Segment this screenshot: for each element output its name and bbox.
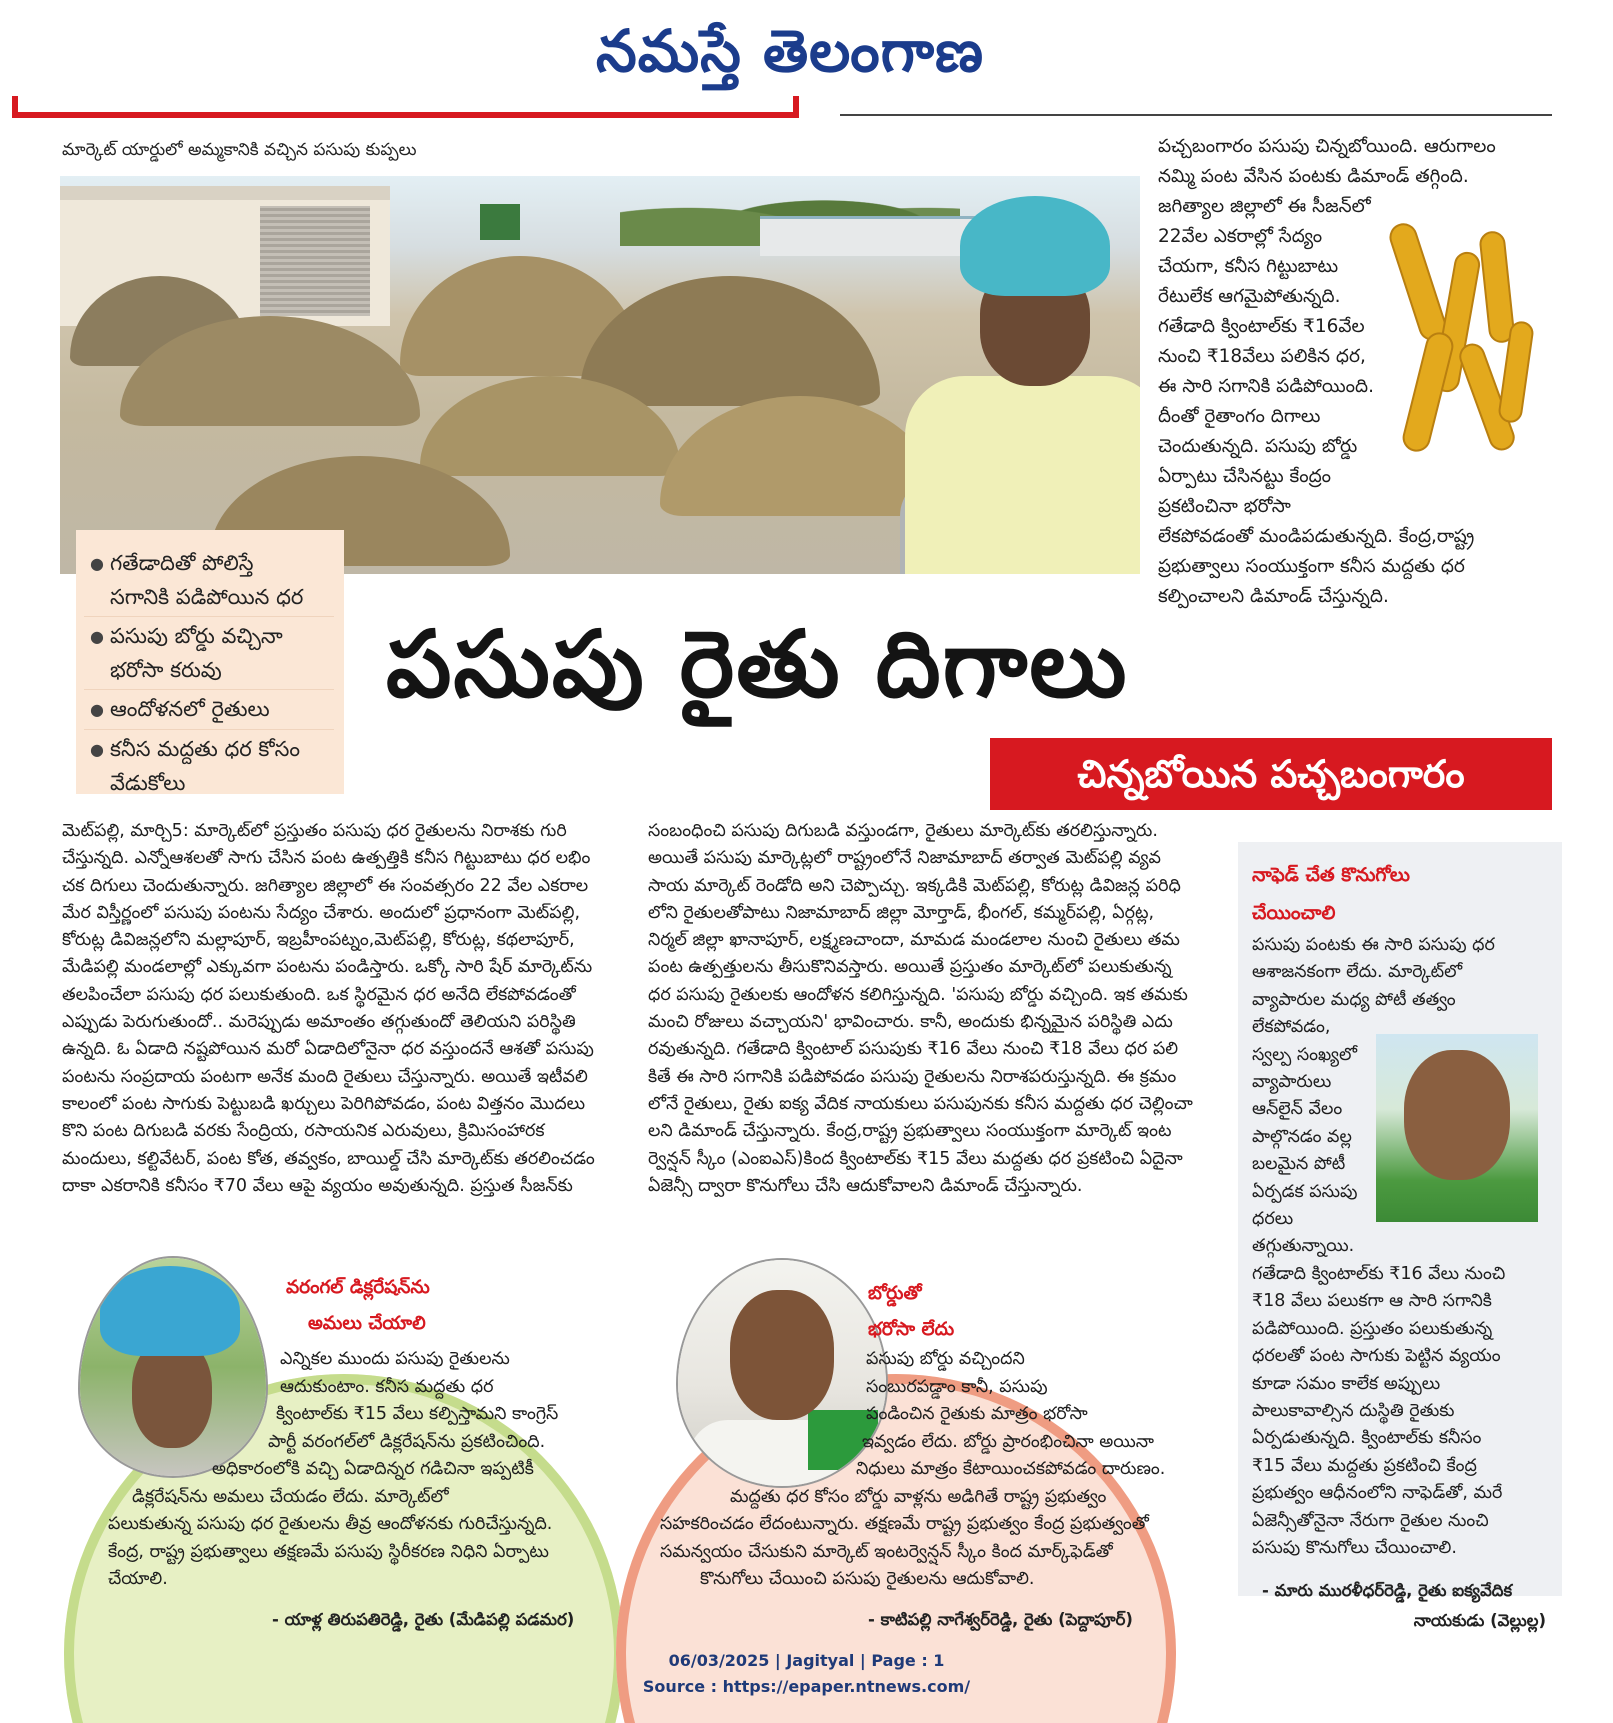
market-sign-board bbox=[480, 204, 520, 240]
article-line: పంట ఉత్పత్తులను తీసుకొనివస్తారు. అయితే ప్రస్తుతం మార్కెట్‌లో పలుకుతున్న bbox=[648, 957, 1172, 978]
quote2-line: నిధులు మాత్రం కేటాయించకపోవడం దారుణం. bbox=[856, 1459, 1166, 1479]
article-line: ఉన్నది. ఓ ఏడాది నష్టపోయిన మరో ఏడాదిలోనైనా ధర వస్తుందనే ఆశతో పసుపు bbox=[62, 1039, 594, 1060]
intro-line: లేకపోవడంతో మండిపడుతున్నది. కేంద్ర,రాష్ట్ర bbox=[1158, 526, 1475, 547]
quote1-signature: - యాళ్ల తిరుపతిరెడ్డి, రైతు (మేడిపల్లి పడమర) bbox=[272, 1610, 575, 1629]
sidebar-line: ఏర్పడక పసుపు bbox=[1252, 1181, 1358, 1202]
sidebar-line: గతేడాది క్వింటాల్‌కు ₹16 వేలు నుంచి bbox=[1252, 1263, 1506, 1284]
quote1-line: చేయాలి. bbox=[108, 1569, 168, 1589]
quote2-line: సహకరించడం లేదంటున్నారు. తక్షణమే రాష్ట్ర ప్రభుత్వం కేంద్ర ప్రభుత్వంతో bbox=[660, 1514, 1149, 1534]
article-line: ఏజెన్సీ ద్వారా కొనుగోలు చేసి ఆదుకోవాలని డిమాండ్ చేస్తున్నారు. bbox=[648, 1175, 1083, 1196]
sidebar-title-line: నాఫెడ్ చేత కొనుగోలు bbox=[1252, 864, 1410, 886]
article-line: కోరుట్ల డివిజన్లలోని మల్లాపూర్, ఇబ్రహీంపట్నం,మెట్‌పల్లి, కోరుట్ల, కథలాపూర్, bbox=[62, 930, 575, 951]
article-line: చేస్తున్నది. ఎన్నోఆశలతో సాగు చేసిన పంట ఉత్పత్తికి కనీస గిట్టుబాటు ధర లభిం bbox=[62, 848, 591, 869]
farmer-shirt bbox=[905, 376, 1140, 574]
quote1-title-line: వరంగల్ డిక్లరేషన్‌ను bbox=[286, 1277, 430, 1298]
highlights-box bbox=[76, 530, 344, 794]
quote1-title-line: అమలు చేయాలి bbox=[308, 1313, 426, 1334]
sidebar-line: ఆశాజనకంగా లేదు. మార్కెట్‌లో bbox=[1252, 962, 1463, 983]
highlight-line: గతేడాదితో పోలిస్తే bbox=[110, 551, 254, 575]
footer-source-link[interactable]: Source : https://epaper.ntnews.com/ bbox=[642, 1677, 971, 1696]
quote2-line: పండించిన రైతుకు మాత్రం భరోసా bbox=[866, 1404, 1088, 1424]
highlight-item bbox=[84, 544, 334, 617]
intro-line: గతేడాది క్వింటాల్‌కు ₹16వేల bbox=[1158, 316, 1365, 337]
article-line: లోనే రైతులు, రైతు ఐక్య వేదిక నాయకులు పసుపునకు కనీస మద్దతు ధర చెల్లించా bbox=[648, 1093, 1193, 1114]
quote1-line: ఆదుకుంటాం. కనీస మద్దతు ధర bbox=[280, 1376, 494, 1397]
farmer-turban bbox=[960, 196, 1110, 296]
article-line: సంబంధించి పసుపు దిగుబడి వస్తుండగా, రైతులు మార్కెట్‌కు తరలిస్తున్నారు. bbox=[648, 821, 1158, 841]
sidebar-text bbox=[1252, 932, 1552, 1562]
sidebar-line: వ్యాపారులు bbox=[1252, 1072, 1332, 1093]
quote2-signature: - కాటిపల్లి నాగేశ్వర్‌రెడ్డి, రైతు (పెద్దాపూర్) bbox=[868, 1610, 1133, 1629]
article-line: మంచి రోజులు వచ్చాయని' భావించారు. కానీ, అందుకు భిన్నమైన పరిస్థితి ఎదు bbox=[648, 1012, 1173, 1033]
quote1-line: డిక్లరేషన్‌ను అమలు చేయడం లేదు. మార్కెట్‌లో bbox=[132, 1486, 449, 1507]
sidebar-line: ఏజెన్సీతోనైనా నేరుగా రైతుల నుంచి bbox=[1252, 1510, 1489, 1531]
sidebar-line: కూడా సమం కాలేక అప్పులు bbox=[1252, 1373, 1441, 1394]
intro-line: పచ్చబంగారం పసుపు చిన్నబోయింది. ఆరుగాలం bbox=[1158, 136, 1496, 157]
article-line: చక దిగులు చెందుతున్నారు. జగిత్యాల జిల్లాలో ఈ సంవత్సరం 22 వేల ఎకరాల bbox=[62, 875, 589, 896]
article-column-1 bbox=[62, 818, 618, 1200]
quote1-line: అధికారంలోకి వచ్చి ఏడాదిన్నర గడిచినా ఇప్పటికీ bbox=[212, 1459, 534, 1479]
highlight-line: పసుపు బోర్డు వచ్చినా bbox=[110, 624, 283, 648]
subheadline-banner: చిన్నబోయిన పచ్చబంగారం bbox=[990, 738, 1552, 810]
quote1-text bbox=[108, 1346, 608, 1594]
quote2-title bbox=[868, 1276, 954, 1348]
quote2-line: కొనుగోలు చేయించి పసుపు రైతులను ఆదుకోవాలి. bbox=[700, 1569, 1035, 1589]
article-line: పంటను సంప్రదాయ పంటగా అనేక మంది రైతులు చేస్తున్నారు. అయితే ఇటీవలి bbox=[62, 1066, 588, 1087]
intro-line: నుంచి ₹18వేలు పలికిన ధర, bbox=[1158, 346, 1366, 367]
article-line: మేర విస్తీర్ణంలో పసుపు పంటను సేద్యం చేశారు. అందులో ప్రధానంగా మెట్‌పల్లి, bbox=[62, 902, 581, 923]
article-line: అయితే పసుపు మార్కెట్లలో రాష్ట్రంలోనే నిజామాబాద్ తర్వాత మెట్‌పల్లి వ్యవ bbox=[648, 848, 1161, 869]
market-yard-photo bbox=[60, 176, 1140, 574]
highlight-line: కనీస మద్దతు ధర కోసం bbox=[110, 737, 300, 761]
bullet-icon: ● bbox=[90, 627, 104, 646]
intro-line: ప్రకటించినా భరోసా bbox=[1158, 496, 1291, 517]
intro-line: జగిత్యాల జిల్లాలో ఈ సీజన్‌లో bbox=[1158, 196, 1371, 217]
sidebar-line: ₹18 వేలు పలుకగా ఆ సారి సగానికి bbox=[1252, 1291, 1492, 1312]
sidebar-line: వ్యాపారుల మధ్య పోటీ తత్వం bbox=[1252, 989, 1456, 1010]
bullet-icon: ● bbox=[90, 740, 104, 759]
masthead-thin-rule bbox=[840, 114, 1552, 116]
sidebar-line: బలమైన పోటీ bbox=[1252, 1154, 1346, 1175]
sidebar-title-line: చేయించాలి bbox=[1252, 902, 1336, 924]
quote1-line: పలుకుతున్న పసుపు ధర రైతులను తీవ్ర ఆందోళనకు గురిచేస్తున్నది. bbox=[108, 1514, 553, 1534]
sidebar-line: పాలుకావాల్సిన దుస్థితి రైతుకు bbox=[1252, 1400, 1455, 1421]
quote1-line: కేంద్ర, రాష్ట్ర ప్రభుత్వాలు తక్షణమే పసుపు స్థిరీకరణ నిధిని ఏర్పాటు bbox=[108, 1541, 549, 1562]
article-column-2 bbox=[648, 818, 1204, 1200]
intro-line: దీంతో రైతాంగం దిగాలు bbox=[1158, 406, 1321, 427]
turmeric-heap bbox=[580, 276, 880, 406]
quote1-line: క్వింటాల్‌కు ₹15 వేలు కల్పిస్తామని కాంగ్రెస్ bbox=[276, 1404, 559, 1424]
quote2-line: పసుపు బోర్డు వచ్చిందని bbox=[866, 1349, 1025, 1369]
bullet-icon: ● bbox=[90, 700, 104, 719]
sidebar-signature-line: - మారు మురళీధర్‌రెడ్డి, రైతు ఐక్యవేదిక bbox=[1262, 1581, 1513, 1600]
photo-caption: మార్కెట్ యార్డులో అమ్మకానికి వచ్చిన పసుపు కుప్పలు bbox=[62, 140, 417, 160]
quote2-title-line: భరోసా లేదు bbox=[868, 1319, 955, 1340]
highlight-line: ఆందోళనలో రైతులు bbox=[110, 697, 270, 721]
article-line: కితే ఈ సారి సగానికి పడిపోవడం పసుపు రైతులను నిరాశపరుస్తున్నది. ఈ క్రమం bbox=[648, 1066, 1177, 1087]
intro-line: చేయగా, కనీస గిట్టుబాటు bbox=[1158, 256, 1339, 277]
article-line: ధర పసుపు రైతులకు ఆందోళన కలిగిస్తున్నది. 'పసుపు బోర్డు వచ్చింది. ఇక తమకు bbox=[648, 984, 1188, 1005]
quote2-text bbox=[630, 1346, 1170, 1594]
sidebar-line: ధరలతో పంట సాగుకు పెట్టిన వ్యయం bbox=[1252, 1346, 1501, 1367]
article-line: మేడిపల్లి మండలాల్లో ఎక్కువగా పంటను పండిస్తారు. ఒక్కో సారి షేర్ మార్కెట్‌ను bbox=[62, 957, 593, 978]
sidebar-line: లేకపోవడం, bbox=[1252, 1017, 1331, 1038]
highlight-item bbox=[84, 690, 334, 730]
quote2-title-line: బోర్డుతో bbox=[868, 1283, 922, 1304]
turmeric-roots-image bbox=[1385, 212, 1545, 472]
intro-line: చెందుతున్నది. పసుపు బోర్డు bbox=[1158, 436, 1358, 457]
sidebar-line: పసుపు పంటకు ఈ సారి పసుపు ధర bbox=[1252, 935, 1495, 955]
intro-line: ఏర్పాటు చేసినట్టు కేంద్రం bbox=[1158, 466, 1332, 487]
highlight-text bbox=[110, 732, 300, 800]
masthead-red-rule bbox=[12, 96, 799, 118]
portrait-turban bbox=[100, 1266, 240, 1356]
highlight-line: వేడుకోలు bbox=[110, 771, 186, 795]
intro-line: నమ్మి పంట వేసిన పంటకు డిమాండ్ తగ్గింది. bbox=[1158, 166, 1469, 187]
sidebar-line: ఏర్పడుతున్నది. క్వింటాల్‌కు కనీసం bbox=[1252, 1428, 1482, 1449]
headline: పసుపు రైతు దిగాలు bbox=[386, 611, 1129, 718]
sidebar-line: ప్రభుత్వం ఆధీనంలోని నాఫెడ్‌తో, మరే bbox=[1252, 1483, 1503, 1504]
quote1-title bbox=[286, 1270, 430, 1342]
masthead-logo[interactable]: నమస్తే తెలంగాణ bbox=[596, 17, 984, 85]
sidebar-line: ₹15 వేలు మద్దతు ప్రకటించి కేంద్ర bbox=[1252, 1455, 1477, 1476]
quote2-line: సంబురపడ్డాం కానీ, పసుపు bbox=[866, 1376, 1048, 1397]
quote1-line: పార్టీ వరంగల్‌లో డిక్లరేషన్‌ను ప్రకటించింది. bbox=[268, 1431, 546, 1452]
turmeric-heap bbox=[660, 396, 940, 516]
warehouse-door bbox=[260, 206, 370, 316]
intro-line: కల్పించాలని డిమాండ్ చేస్తున్నది. bbox=[1158, 586, 1389, 607]
quote1-line: ఎన్నికల ముందు పసుపు రైతులను bbox=[280, 1349, 510, 1369]
sidebar-line: ధరలు bbox=[1252, 1209, 1294, 1230]
intro-line: రేటులేక ఆగమైపోతున్నది. bbox=[1158, 286, 1341, 307]
sidebar-title bbox=[1252, 856, 1410, 932]
article-line: రవుతున్నది. గతేడాది క్వింటాల్ పసుపుకు ₹16 వేలు నుంచి ₹18 వేలు ధర పలి bbox=[648, 1039, 1179, 1060]
article-line: ఎప్పుడు పెరుగుతుందో.. మరెప్పుడు అమాంతం తగ్గుతుందో తెలియని పరిస్థితి bbox=[62, 1012, 576, 1033]
highlight-text bbox=[110, 692, 270, 727]
article-line: నిర్మల్ జిల్లా ఖానాపూర్, లక్ష్మణచాందా, మామడ మండలాల నుంచి రైతులు తమ bbox=[648, 930, 1180, 951]
highlight-text bbox=[110, 619, 283, 687]
sidebar-line: పాల్గొనడం వల్ల bbox=[1252, 1126, 1352, 1147]
highlight-text bbox=[110, 546, 303, 614]
highlight-line: సగానికి పడిపోయిన ధర bbox=[110, 585, 304, 609]
page-footer bbox=[0, 1648, 1613, 1700]
sidebar-line: పడిపోయింది. ప్రస్తుతం పలుకుతున్న bbox=[1252, 1318, 1493, 1339]
intro-line: 22వేల ఎకరాల్లో సేద్యం bbox=[1158, 226, 1323, 247]
sidebar-line: తగ్గుతున్నాయి. bbox=[1252, 1236, 1355, 1257]
quote2-line: మద్దతు ధర కోసం బోర్డు వాళ్లను అడిగితే రాష్ట్ర ప్రభుత్వం bbox=[730, 1486, 1107, 1507]
highlight-line: భరోసా కరువు bbox=[110, 658, 222, 682]
article-line: దాకా ఎకరానికి కనీసం ₹70 వేలు ఆపై వ్యయం అవుతున్నది. ప్రస్తుత సీజన్‌కు bbox=[62, 1175, 573, 1196]
article-line: తలపించేలా పసుపు ధర పలుకుతుంది. ఒక స్థిరమైన ధర అనేది లేకపోవడంతో bbox=[62, 984, 576, 1005]
sidebar-line: పసుపు కొనుగోలు చేయించాలి. bbox=[1252, 1537, 1457, 1558]
intro-line: ప్రభుత్వాలు సంయుక్తంగా కనీస మద్దతు ధర bbox=[1158, 556, 1465, 577]
sidebar-portrait-face bbox=[1404, 1050, 1510, 1180]
highlight-item bbox=[84, 730, 334, 802]
article-line: మందులు, కల్టివేటర్, పంట కోత, తవ్వకం, బాయిల్డ్ చేసి మార్కెట్‌కు తరలించడం bbox=[62, 1148, 595, 1169]
article-line: లని డిమాండ్ చేస్తున్నారు. కేంద్ర,రాష్ట్ర ప్రభుత్వాలు సంయుక్తంగా మార్కెట్ ఇంట bbox=[648, 1121, 1172, 1142]
quote2-line: ఇవ్వడం లేదు. బోర్డు ప్రారంభించినా అయినా bbox=[862, 1431, 1154, 1452]
sidebar-line: ఆన్‌లైన్ వేలం bbox=[1252, 1099, 1343, 1120]
sidebar-signature-line: నాయకుడు (వెల్లుల్ల) bbox=[1413, 1611, 1546, 1630]
sidebar-signature bbox=[1262, 1576, 1554, 1636]
bullet-icon: ● bbox=[90, 554, 104, 573]
article-line: కాలంలో పంట సాగుకు పెట్టుబడి ఖర్చులు పెరిగిపోవడం, పంట విత్తనం మొదలు bbox=[62, 1093, 586, 1114]
intro-line: ఈ సారి సగానికి పడిపోయింది. bbox=[1158, 376, 1374, 397]
highlight-item bbox=[84, 617, 334, 690]
article-line: ర్వెన్షన్ స్కీం (ఎంఐఎస్)కింద క్వింటాల్‌కు ₹15 వేలు మద్దతు ధర ప్రకటించి ఏదైనా bbox=[648, 1148, 1183, 1169]
article-line: సాయ మార్కెట్ రెండోది అని చెప్పొచ్చు. ఇక్కడికి మెట్‌పల్లి, కోరుట్ల డివిజన్ల పరిధి bbox=[648, 875, 1181, 896]
quote2-line: సమన్వయం చేసుకుని మార్కెట్ ఇంటర్వెన్షన్ స్కీం కింద మార్క్‌ఫెడ్‌తో bbox=[660, 1541, 1113, 1562]
article-line: కొని పంట దిగుబడి వరకు సేంద్రియ, రసాయనిక ఎరువులు, క్రిమిసంహారక bbox=[62, 1121, 545, 1142]
footer-dateline: 06/03/2025 | Jagityal | Page : 1 bbox=[668, 1651, 945, 1670]
sidebar-line: స్వల్ప సంఖ్యలో bbox=[1252, 1044, 1358, 1065]
article-line: మెట్‌పల్లి, మార్చి5: మార్కెట్‌లో ప్రస్తుతం పసుపు ధర రైతులను నిరాశకు గురి bbox=[62, 821, 567, 841]
article-line: లోని రైతులతోపాటు నిజామాబాద్ జిల్లా మోర్తాడ్, భీంగల్, కమ్మర్‌పల్లి, ఏర్గట్ల, bbox=[648, 902, 1155, 923]
